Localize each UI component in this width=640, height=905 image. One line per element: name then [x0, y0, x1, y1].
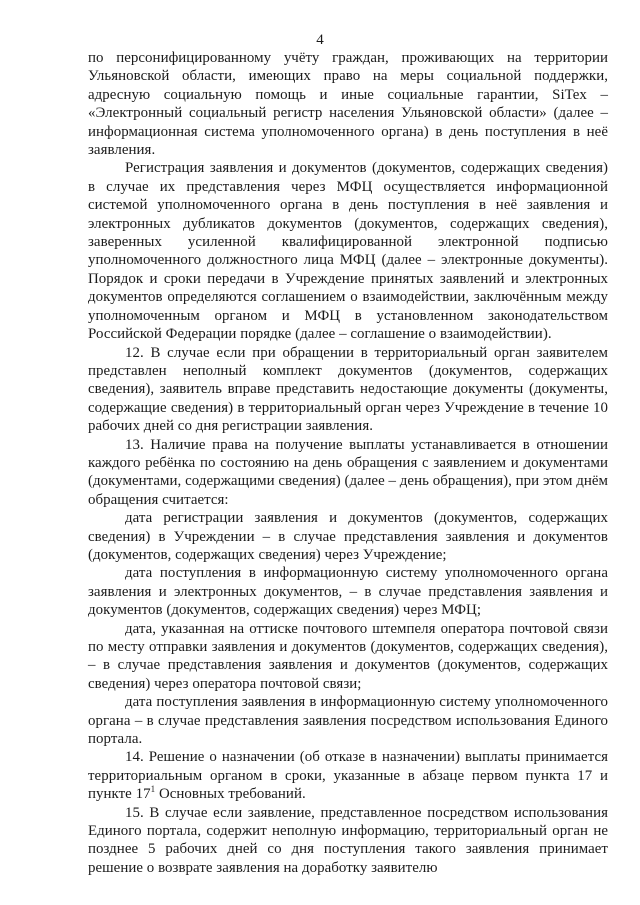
paragraph-13-item-mfc: дата поступления в информационную систему уполномоченного органа заявления и электронных документов, – в случае представления заявления и документов (документов, содержащих сведения) через МФЦ; [88, 565, 608, 619]
paragraph-continuation: по персонифицированному учёту граждан, проживающих на территории Ульяновской области, имеющих право на меры социальной поддержки, адресную социальную помощь и иные социальные гарантии, SiTex – «Электронный социальный регистр населения Ульяновской области» (далее – информационная система уполномоченного органа) в день поступления в неё заявления. [88, 50, 608, 159]
paragraph-12: 12. В случае если при обращении в территориальный орган заявителем представлен неполный комплект документов (документов, содержащих сведения), заявитель вправе представить недостающие документы (документы, содержащие сведения) в территориальный орган через Учреждение в течение 10 рабочих дней со дня регистрации заявления. [88, 344, 608, 435]
paragraph-13-item-post: дата, указанная на оттиске почтового штемпеля оператора почтовой связи по месту отправки заявления и документов (документов, содержащих сведения), – в случае представления заявления и документов (документов, содержащих сведения) через оператора почтовой связи; [88, 620, 608, 692]
superscript: 1 [150, 784, 156, 795]
document-body [88, 49, 608, 877]
paragraph-13-item-institution: дата регистрации заявления и документов (документов, содержащих сведения) в Учреждении – в случае представления заявления и документов (документов, содержащих сведения) через Учреждение; [88, 510, 608, 563]
paragraph-13: 13. Наличие права на получение выплаты устанавливается в отношении каждого ребёнка по состоянию на день обращения с заявлением и документами (документами, содержащими сведения) (далее – день обращения), при этом днём обращения считается: [88, 436, 608, 508]
paragraph-14 [88, 748, 608, 803]
paragraph-15: 15. В случае если заявление, представленное посредством использования Единого портала, содержит неполную информацию, территориальный орган не позднее 5 рабочих дней со дня поступления такого заявления принимает решение о возврате заявления на доработку заявителю [88, 804, 608, 876]
paragraph-14-text: 14. Решение о назначении (об отказе в назначении) выплаты принимается территориальным органом в сроки, указанные в абзаце первом пункта 17 и пункте 17 [88, 749, 608, 803]
paragraph-registration-mfc: Регистрация заявления и документов (документов, содержащих сведения) в случае их представления через МФЦ осуществляется информационной системой уполномоченного органа в день поступления в неё заявления и электронных дубликатов документов (документов, содержащих сведения), заверенных усиленной квалифицированной электронной подписью уполномоченного должностного лица МФЦ (далее – электронные документы). Порядок и сроки передачи в Учреждение принятых заявлений и электронных документов определяются соглашением о взаимодействии, заключённым между уполномоченным органом и МФЦ в установленном законодательством Российской Федерации порядке (далее – соглашение о взаимодействии). [88, 160, 608, 343]
paragraph-13-item-portal: дата поступления заявления в информационную систему уполномоченного органа – в случае представления заявления посредством использования Единого портала. [88, 694, 608, 748]
page-number: 4 [316, 32, 324, 48]
paragraph-14-tail: Основных требований. [155, 786, 306, 803]
